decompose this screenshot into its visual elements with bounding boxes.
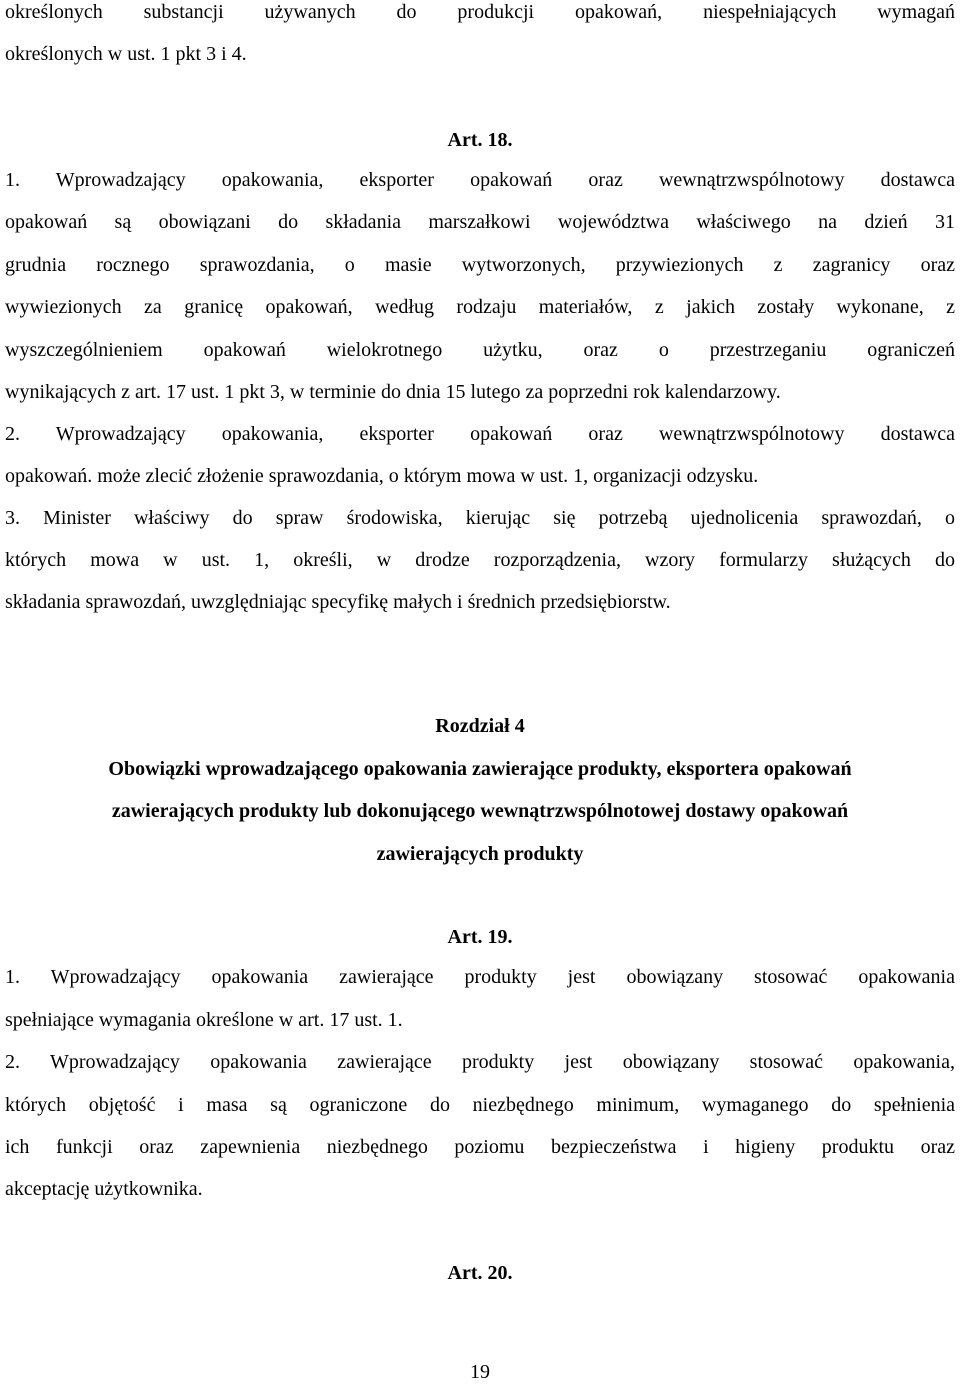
chapter-title-line: Obowiązki wprowadzającego opakowania zawierające produkty, eksportera opakowań [108, 758, 852, 780]
chapter-title-line: zawierających produkty [376, 843, 584, 865]
paragraph-line: których mowa w ust. 1, określi, w drodze rozporządzenia, wzory formularzy służących do [5, 549, 955, 571]
paragraph-line: wywiezionych za granicę opakowań, według rodzaju materiałów, z jakich zostały wykonane, z [5, 296, 955, 318]
paragraph-line: 3. Minister właściwy do spraw środowiska, kierując się potrzebą ujednolicenia sprawozdań, o [5, 507, 955, 529]
paragraph-line: których objętość i masa są ograniczone do niezbędnego minimum, wymaganego do spełnienia [5, 1094, 955, 1116]
chapter-title-line: zawierających produkty lub dokonującego wewnątrzwspólnotowej dostawy opakowań [111, 800, 849, 822]
paragraph-line: grudnia rocznego sprawozdania, o masie wytworzonych, przywiezionych z zagranicy oraz [5, 254, 955, 276]
paragraph-line: 2. Wprowadzający opakowania zawierające produkty jest obowiązany stosować opakowania, [5, 1051, 955, 1073]
paragraph-line: wyszczególnieniem opakowań wielokrotnego użytku, oraz o przestrzeganiu ograniczeń [5, 339, 955, 361]
paragraph-line: ich funkcji oraz zapewnienia niezbędnego poziomu bezpieczeństwa i higieny produktu oraz [5, 1136, 955, 1158]
paragraph-line: opakowań są obowiązani do składania marszałkowi województwa właściwego na dzień 31 [5, 211, 955, 233]
paragraph-line: spełniające wymagania określone w art. 17 ust. 1. [5, 1009, 403, 1031]
paragraph-line: składania sprawozdań, uwzględniając specyfikę małych i średnich przedsiębiorstw. [5, 591, 671, 613]
paragraph-line: opakowań. może zlecić złożenie sprawozdania, o którym mowa w ust. 1, organizacji odzysku. [5, 465, 759, 487]
article-heading: Art. 18. [447, 129, 513, 151]
paragraph-line: 1. Wprowadzający opakowania zawierające produkty jest obowiązany stosować opakowania [5, 966, 955, 988]
paragraph-line: określonych w ust. 1 pkt 3 i 4. [5, 43, 247, 65]
paragraph-line: 2. Wprowadzający opakowania, eksporter opakowań oraz wewnątrzwspólnotowy dostawca [5, 423, 955, 445]
paragraph-line: akceptację użytkownika. [5, 1178, 203, 1200]
chapter-heading: Rozdział 4 [435, 715, 525, 737]
article-heading: Art. 20. [447, 1262, 513, 1284]
page-number: 19 [470, 1361, 490, 1383]
paragraph-line: określonych substancji używanych do produkcji opakowań, niespełniających wymagań [5, 1, 955, 23]
article-heading: Art. 19. [447, 926, 513, 948]
paragraph-line: 1. Wprowadzający opakowania, eksporter opakowań oraz wewnątrzwspólnotowy dostawca [5, 169, 955, 191]
paragraph-line: wynikających z art. 17 ust. 1 pkt 3, w terminie do dnia 15 lutego za poprzedni rok kalendarzowy. [5, 381, 781, 403]
